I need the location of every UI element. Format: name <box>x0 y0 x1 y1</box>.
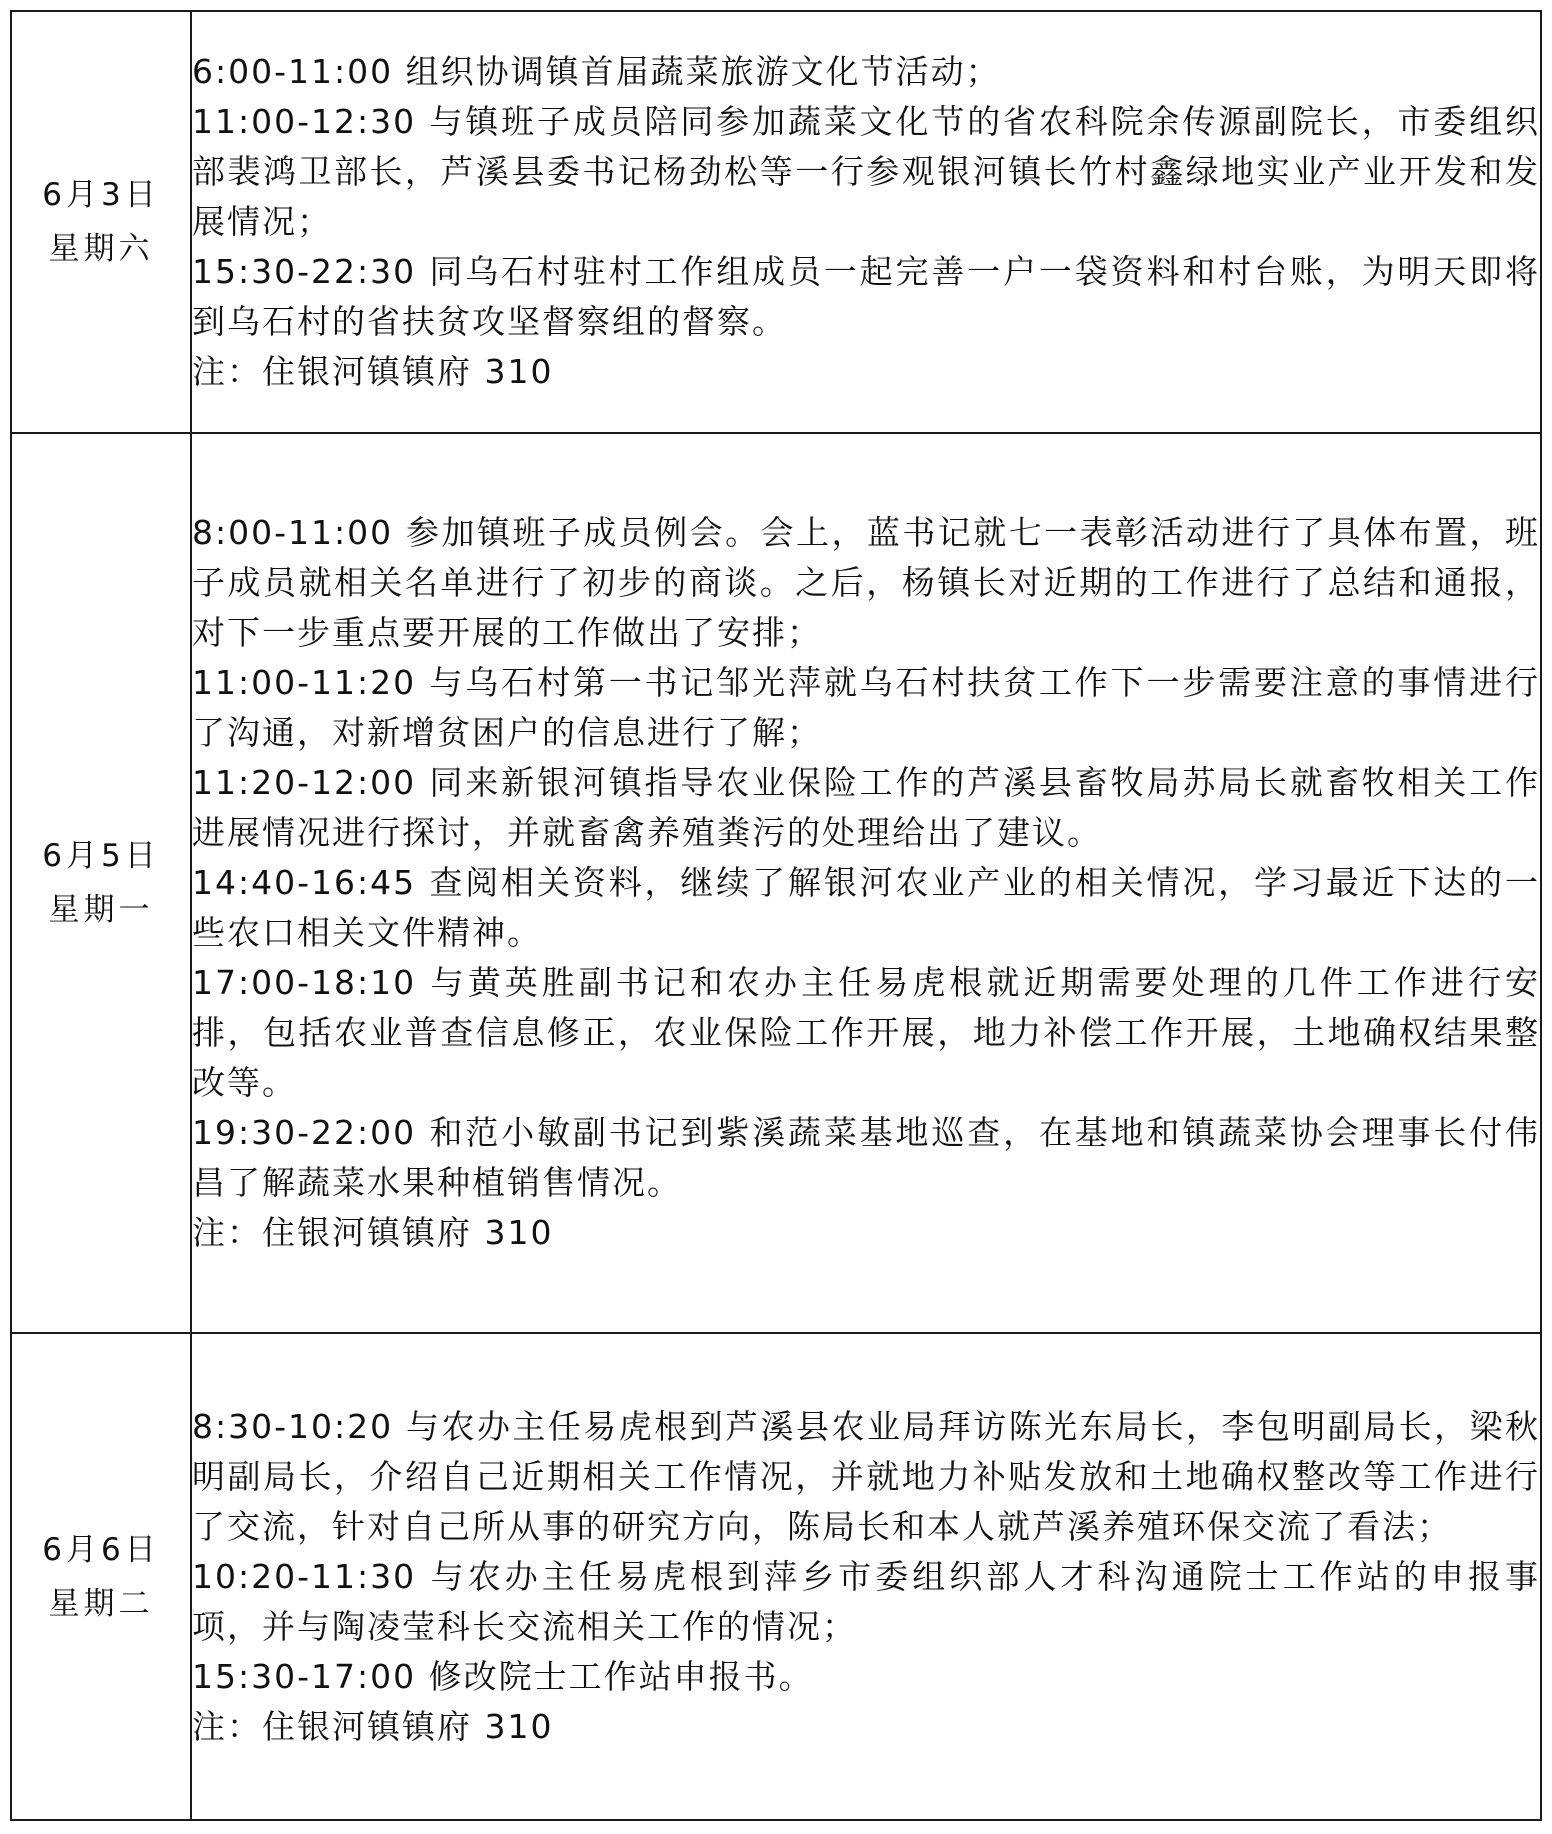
lodging-note: 注：住银河镇镇府 310 <box>192 1706 554 1746</box>
weekday-label: 星期二 <box>48 1585 154 1622</box>
log-entry: 8:00-11:00 参加镇班子成员例会。会上，蓝书记就七一表彰活动进行了具体布置，班子成员就相关名单进行了初步的商谈。之后，杨镇长对近期的工作进行了总结和通报，对下一步重点要开展的工作做出了安排； <box>192 513 1540 652</box>
date-label: 6月5日 <box>42 838 160 874</box>
log-entry: 8:30-10:20 与农办主任易虎根到芦溪县农业局拜访陈光东局长，李包明副局长，梁秋明副局长，介绍自己近期相关工作情况，并就地力补贴发放和土地确权整改等工作进行了交流，针对自己所从事的研究方向，陈局长和本人就芦溪养殖环保交流了看法； <box>192 1406 1540 1546</box>
log-entry: 19:30-22:00 和范小敏副书记到紫溪蔬菜基地巡查，在基地和镇蔬菜协会理事长付伟昌了解蔬菜水果种植销售情况。 <box>192 1113 1540 1202</box>
log-entry: 11:00-11:20 与乌石村第一书记邹光萍就乌石村扶贫工作下一步需要注意的事情进行了沟通，对新增贫困户的信息进行了解； <box>192 663 1540 752</box>
date-cell <box>11 433 191 1333</box>
weekday-label: 星期六 <box>48 231 154 267</box>
log-entry: 11:00-12:30 与镇班子成员陪同参加蔬菜文化节的省农科院余传源副院长，市委组织部裴鸿卫部长，芦溪县委书记杨劲松等一行参观银河镇长竹村鑫绿地实业产业开发和发展情况； <box>192 102 1540 241</box>
table-row <box>11 11 1541 433</box>
work-log-table <box>10 10 1542 1821</box>
date-label: 6月6日 <box>42 1531 160 1568</box>
content-cell <box>191 433 1541 1333</box>
date-label: 6月3日 <box>42 177 160 213</box>
weekday-label: 星期一 <box>48 892 154 928</box>
log-entry: 14:40-16:45 查阅相关资料，继续了解银河农业产业的相关情况，学习最近下达的一些农口相关文件精神。 <box>192 863 1540 952</box>
log-entry: 10:20-11:30 与农办主任易虎根到萍乡市委组织部人才科沟通院士工作站的申报事项，并与陶凌莹科长交流相关工作的情况； <box>192 1556 1540 1646</box>
date-cell <box>11 11 191 433</box>
log-entry: 17:00-18:10 与黄英胜副书记和农办主任易虎根就近期需要处理的几件工作进行安排，包括农业普查信息修正，农业保险工作开展，地力补偿工作开展，土地确权结果整改等。 <box>192 963 1540 1102</box>
lodging-note: 注：住银河镇镇府 310 <box>192 352 554 391</box>
log-entry: 15:30-22:30 同乌石村驻村工作组成员一起完善一户一袋资料和村台账，为明天即将到乌石村的省扶贫攻坚督察组的督察。 <box>192 252 1540 341</box>
content-cell <box>191 11 1541 433</box>
table-row <box>11 433 1541 1333</box>
log-entry: 11:20-12:00 同来新银河镇指导农业保险工作的芦溪县畜牧局苏局长就畜牧相关工作进展情况进行探讨，并就畜禽养殖粪污的处理给出了建议。 <box>192 763 1540 852</box>
lodging-note: 注：住银河镇镇府 310 <box>192 1213 554 1252</box>
table-row <box>11 1333 1541 1820</box>
date-cell <box>11 1333 191 1820</box>
log-entry: 15:30-17:00 修改院士工作站申报书。 <box>192 1656 814 1696</box>
content-cell <box>191 1333 1541 1820</box>
log-entry: 6:00-11:00 组织协调镇首届蔬菜旅游文化节活动； <box>192 52 1001 91</box>
